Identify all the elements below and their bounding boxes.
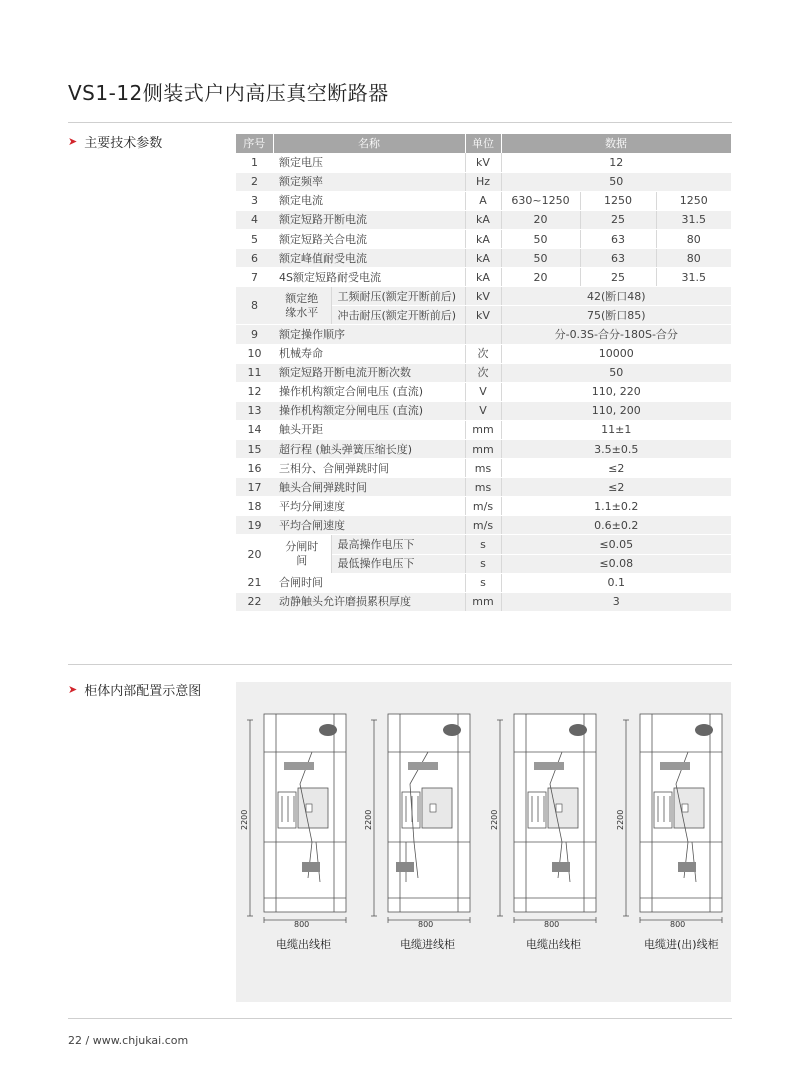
table-cell: 分闸时间: [273, 535, 331, 573]
table-cell: kV: [465, 306, 501, 325]
cabinet-label: 电缆出线柜: [276, 938, 331, 951]
divider: [68, 664, 732, 665]
table-cell: 动静触头允许磨损累积厚度: [273, 592, 465, 611]
table-cell: 额定绝缘水平: [273, 287, 331, 325]
table-row: [236, 210, 731, 229]
table-row: [236, 401, 731, 420]
table-cell: 16: [236, 459, 273, 478]
table-row: [236, 172, 731, 191]
divider: [68, 1018, 732, 1019]
spec-table: [236, 134, 732, 612]
table-cell: 15: [236, 440, 273, 459]
height-dimension-label: 2200: [616, 809, 625, 830]
table-cell: kA: [465, 229, 501, 248]
table-header: 序号: [236, 134, 273, 153]
table-row: [236, 592, 731, 611]
table-cell: 三相分、合闸弹跳时间: [273, 459, 465, 478]
table-header: 名称: [273, 134, 465, 153]
table-cell: 额定电流: [273, 191, 465, 210]
table-cell: kA: [465, 210, 501, 229]
table-cell: 额定操作顺序: [273, 325, 465, 344]
table-cell: 80: [656, 249, 731, 268]
table-cell: kV: [465, 287, 501, 306]
table-row: [236, 459, 731, 478]
table-cell: 63: [580, 249, 656, 268]
table-header: 单位: [465, 134, 501, 153]
chevron-right-icon: ➤: [68, 135, 78, 148]
table-cell: 6: [236, 249, 273, 268]
table-cell: 平均分闸速度: [273, 497, 465, 516]
width-dimension-label: 800: [670, 920, 686, 929]
table-cell: 110, 200: [501, 401, 731, 420]
table-cell: 63: [580, 229, 656, 248]
table-cell: 最高操作电压下: [331, 535, 465, 554]
table-cell: 20: [236, 535, 273, 573]
table-cell: ≤2: [501, 459, 731, 478]
cabinet-diagram: [618, 692, 728, 936]
table-cell: 额定短路关合电流: [273, 229, 465, 248]
table-cell: 7: [236, 268, 273, 287]
table-cell: 合闸时间: [273, 573, 465, 592]
table-cell: 额定峰值耐受电流: [273, 249, 465, 268]
table-cell: 5: [236, 229, 273, 248]
table-cell: V: [465, 401, 501, 420]
table-cell: 额定电压: [273, 153, 465, 172]
table-cell: ms: [465, 459, 501, 478]
table-cell: 50: [501, 229, 580, 248]
table-cell: 11±1: [501, 420, 731, 439]
width-dimension-label: 800: [544, 920, 560, 929]
table-cell: s: [465, 573, 501, 592]
table-cell: 80: [656, 229, 731, 248]
section-title: 柜体内部配置示意图: [84, 684, 202, 699]
table-row: [236, 420, 731, 439]
divider: [68, 122, 732, 123]
table-row: [236, 229, 731, 248]
cabinet-drawing: [618, 692, 728, 932]
table-cell: ms: [465, 478, 501, 497]
table-header: 数据: [501, 134, 731, 153]
table-cell: 额定短路开断电流: [273, 210, 465, 229]
table-cell: 1250: [580, 191, 656, 210]
table-cell: 50: [501, 172, 731, 191]
table-cell: 31.5: [656, 268, 731, 287]
table-cell: 额定频率: [273, 172, 465, 191]
table-cell: m/s: [465, 497, 501, 516]
table-cell: 操作机构额定分闸电压 (直流): [273, 401, 465, 420]
table-cell: 25: [580, 268, 656, 287]
cabinet-diagram-panel: [236, 682, 731, 1002]
table-row: [236, 249, 731, 268]
table-cell: 31.5: [656, 210, 731, 229]
table-row: [236, 440, 731, 459]
width-dimension-label: 800: [418, 920, 434, 929]
table-row: [236, 573, 731, 592]
table-cell: 0.6±0.2: [501, 516, 731, 535]
cabinet-label: 电缆进线柜: [400, 938, 455, 951]
table-cell: 12: [236, 382, 273, 401]
table-cell: m/s: [465, 516, 501, 535]
table-cell: 机械寿命: [273, 344, 465, 363]
table-cell: kV: [465, 153, 501, 172]
table-cell: 次: [465, 344, 501, 363]
table-cell: 次: [465, 363, 501, 382]
height-dimension-label: 2200: [490, 809, 499, 830]
table-cell: 110, 220: [501, 382, 731, 401]
table-cell: 操作机构额定合闸电压 (直流): [273, 382, 465, 401]
table-cell: 分-0.3S-合分-180S-合分: [501, 325, 731, 344]
table-header-row: [236, 134, 731, 153]
table-row: [236, 478, 731, 497]
table-cell: 22: [236, 592, 273, 611]
table-cell: 冲击耐压(额定开断前后): [331, 306, 465, 325]
table-cell: 14: [236, 420, 273, 439]
table-cell: kA: [465, 268, 501, 287]
table-row: [236, 363, 731, 382]
table-cell: 25: [580, 210, 656, 229]
table-cell: 额定短路开断电流开断次数: [273, 363, 465, 382]
table-cell: 3: [236, 191, 273, 210]
cabinet-diagram: [492, 692, 602, 936]
cabinet-diagram: [242, 692, 352, 936]
table-cell: 工频耐压(额定开断前后): [331, 287, 465, 306]
width-dimension-label: 800: [294, 920, 310, 929]
table-cell: 12: [501, 153, 731, 172]
chevron-right-icon: ➤: [68, 683, 78, 696]
page-title: VS1-12侧装式户内高压真空断路器: [68, 81, 389, 105]
table-cell: 11: [236, 363, 273, 382]
table-cell: 3: [501, 592, 731, 611]
table-cell: 75(断口85): [501, 306, 731, 325]
table-row: [236, 344, 731, 363]
table-cell: Hz: [465, 172, 501, 191]
table-cell: kA: [465, 249, 501, 268]
height-dimension-label: 2200: [364, 809, 373, 830]
table-cell: ≤2: [501, 478, 731, 497]
table-cell: 10000: [501, 344, 731, 363]
table-cell: [465, 325, 501, 344]
table-cell: 3.5±0.5: [501, 440, 731, 459]
table-row: [236, 153, 731, 172]
table-cell: 4S额定短路耐受电流: [273, 268, 465, 287]
table-row: [236, 516, 731, 535]
table-cell: 1.1±0.2: [501, 497, 731, 516]
cabinet-label: 电缆进(出)线柜: [644, 938, 719, 951]
table-cell: 20: [501, 210, 580, 229]
table-cell: 触头合闸弹跳时间: [273, 478, 465, 497]
section-title: 主要技术参数: [84, 136, 163, 151]
table-cell: ≤0.05: [501, 535, 731, 554]
table-cell: 1: [236, 153, 273, 172]
table-cell: mm: [465, 440, 501, 459]
page-footer: 22 / www.chjukai.com: [68, 1034, 189, 1047]
table-cell: s: [465, 535, 501, 554]
table-cell: 42(断口48): [501, 287, 731, 306]
section-heading-specs: [68, 132, 162, 151]
table-cell: 8: [236, 287, 273, 325]
cabinet-label: 电缆出线柜: [526, 938, 581, 951]
table-cell: 超行程 (触头弹簧压缩长度): [273, 440, 465, 459]
cabinet-drawing: [366, 692, 476, 932]
table-cell: 17: [236, 478, 273, 497]
table-row: [236, 325, 731, 344]
table-cell: 19: [236, 516, 273, 535]
table-cell: 9: [236, 325, 273, 344]
table-cell: mm: [465, 420, 501, 439]
cabinet-diagram: [366, 692, 476, 936]
table-row: [236, 382, 731, 401]
table-cell: 2: [236, 172, 273, 191]
table-row: [236, 497, 731, 516]
table-cell: 13: [236, 401, 273, 420]
table-cell: 10: [236, 344, 273, 363]
table-cell: 0.1: [501, 573, 731, 592]
table-cell: 50: [501, 249, 580, 268]
table-cell: 630~1250: [501, 191, 580, 210]
cabinet-drawing: [242, 692, 352, 932]
height-dimension-label: 2200: [240, 809, 249, 830]
table-cell: A: [465, 191, 501, 210]
table-cell: 50: [501, 363, 731, 382]
section-heading-diagrams: [68, 680, 201, 699]
table-row: [236, 268, 731, 287]
table-cell: 最低操作电压下: [331, 554, 465, 573]
table-cell: 平均合闸速度: [273, 516, 465, 535]
table-cell: 4: [236, 210, 273, 229]
table-cell: 21: [236, 573, 273, 592]
table-cell: ≤0.08: [501, 554, 731, 573]
table-cell: 18: [236, 497, 273, 516]
table-cell: 1250: [656, 191, 731, 210]
table-cell: s: [465, 554, 501, 573]
table-cell: V: [465, 382, 501, 401]
table-row: [236, 287, 731, 306]
table-row: [236, 535, 731, 554]
table-cell: 20: [501, 268, 580, 287]
table-cell: mm: [465, 592, 501, 611]
table-row: [236, 191, 731, 210]
table-cell: 触头开距: [273, 420, 465, 439]
cabinet-drawing: [492, 692, 602, 932]
